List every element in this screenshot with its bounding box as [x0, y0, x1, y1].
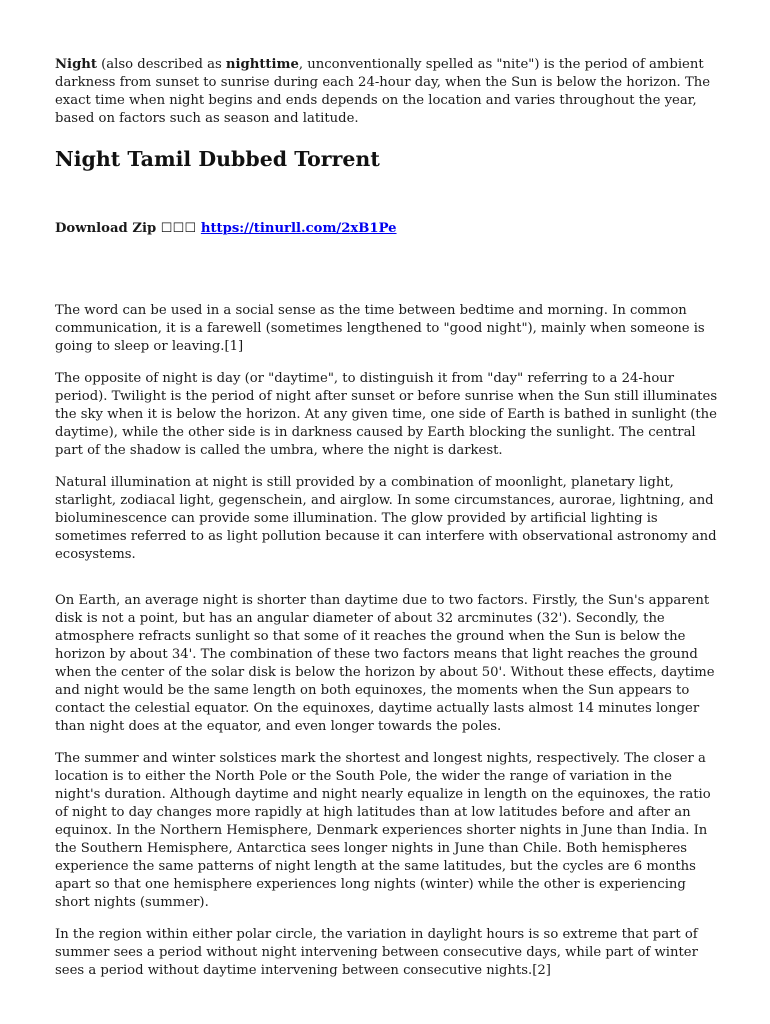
- intro-paragraph: [55, 56, 720, 128]
- paragraph-twilight: The opposite of night is day (or "daytime", to distinguish it from "day" referring to a 24-hour period). Twilight is the period of night after sunset or before sunrise when the Sun still illuminates the sky when it is below the horizon. At any given time, one side of Earth is bathed in sunlight (the daytime), while the other side is in darkness caused by Earth blocking the sunlight. The central part of the shadow is called the umbra, where the night is darkest.: [55, 371, 718, 458]
- intro-term-night: Night: [55, 57, 97, 72]
- download-line: [55, 220, 720, 238]
- intro-text-2: , unconventionally spelled as "nite") is the period of ambient darkness from sunset to sunrise during each 24-hour day, when the Sun is below the horizon. The exact time when night begins and ends depends on the location and varies throughout the year, based on factors such as season and latitude.: [55, 57, 711, 126]
- paragraph-earth-night-length: On Earth, an average night is shorter than daytime due to two factors. Firstly, the Sun's apparent disk is not a point, but has an angular diameter of about 32 arcminutes (32'). Secondly, the atmosphere refracts sunlight so that some of it reaches the ground when the Sun is below the horizon by about 34'. The combination of these two factors means that light reaches the ground when the center of the solar disk is below the horizon by about 50'. Without these effects, daytime and night would be the same length on both equinoxes, the moments when the Sun appears to contact the celestial equator. On the equinoxes, daytime actually lasts almost 14 minutes longer than night does at the equator, and even longer towards the poles.: [55, 593, 715, 734]
- paragraph-illumination: Natural illumination at night is still provided by a combination of moonlight, planetary light, starlight, zodiacal light, gegenschein, and airglow. In some circumstances, aurorae, lightning, and bioluminescence can provide some illumination. The glow provided by artificial lighting is sometimes referred to as light pollution because it can interfere with observational astronomy and ecosystems.: [55, 475, 717, 562]
- intro-term-nighttime: nighttime: [225, 57, 299, 72]
- page-title: Night Tamil Dubbed Torrent: [55, 147, 380, 171]
- paragraph-solstices: The summer and winter solstices mark the shortest and longest nights, respectively. The closer a location is to either the North Pole or the South Pole, the wider the range of variation in the night's duration. Although daytime and night nearly equalize in length on the equinoxes, the ratio of night to day changes more rapidly at high latitudes than at low latitudes before and after an equinox. In the Northern Hemisphere, Denmark experiences shorter nights in June than India. In the Southern Hemisphere, Antarctica sees longer nights in June than Chile. Both hemispheres experience the same patterns of night length at the same latitudes, but the cycles are 6 months apart so that one hemisphere experiences long nights (winter) while the other is experiencing short nights (summer).: [55, 751, 711, 910]
- paragraph-social-sense: The word can be used in a social sense as the time between bedtime and morning. In common communication, it is a farewell (sometimes lengthened to "good night"), mainly when someone is going to sleep or leaving.[1]: [55, 303, 705, 354]
- missing-glyph-icon: ☐☐☐: [160, 221, 197, 236]
- download-label: Download Zip: [55, 221, 157, 236]
- intro-text-1: (also described as: [96, 57, 226, 72]
- paragraph-polar-circle: In the region within either polar circle, the variation in daylight hours is so extreme that part of summer sees a period without night intervening between consecutive days, while part of winter sees a period without daytime intervening between consecutive nights.[2]: [55, 927, 698, 978]
- download-link[interactable]: https://tinurll.com/2xB1Pe: [200, 221, 397, 236]
